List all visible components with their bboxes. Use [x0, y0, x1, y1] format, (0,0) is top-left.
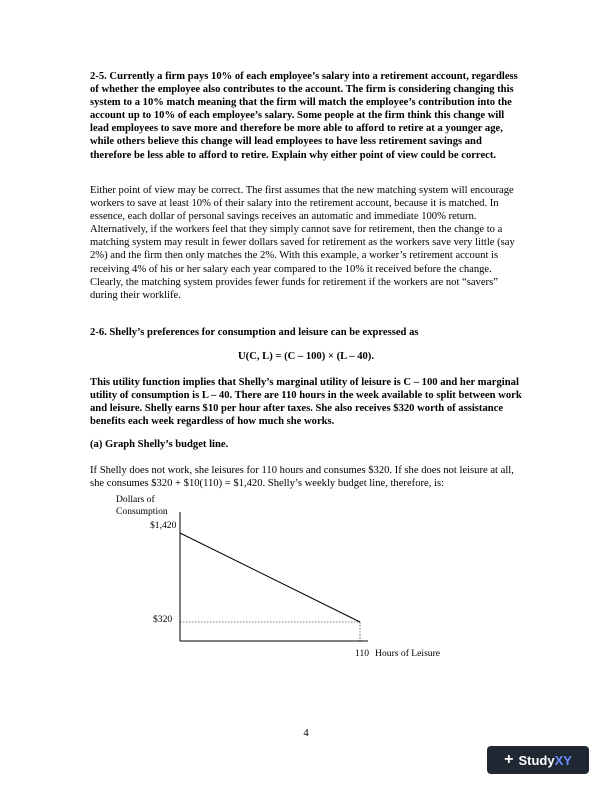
studyxy-logo	[487, 746, 589, 774]
chart-x-label-text: Hours of Leisure	[375, 648, 441, 659]
logo-accent: XY	[554, 752, 572, 768]
question-2-6-text: This utility function implies that Shelly’s marginal utility of leisure is C – 100 and her marginal utility of consumption is L – 40. There are 110 hours in the week available to split between work and leisure. Shelly earns $10 per hour after taxes. She also receives $320 worth of assistance benefits each week regardless of how much she works.	[90, 377, 522, 428]
chart-x-tick: 110	[355, 648, 370, 659]
answer-2-5: Either point of view may be correct. The first assumes that the new matching system will encourage workers to save at least 10% of their salary into the retirement account, because it is matched. In essence, each dollar of personal savings receives an automatic and immediate 100% return. Alternatively, if the workers feel that they simply cannot save for retirement, then the change to a matching system may result in fewer dollars saved for retirement as the workers save very little (say 2%) and the firm then only matches the 2%. With this example, a worker’s retirement account is receiving 4% of his or her salary each year compared to the 10% it received before the change. Clearly, the matching system provides fewer funds for retirement if the workers are not “savers” during their worklife.	[90, 185, 515, 301]
chart-y-label-line2: Consumption	[116, 506, 168, 517]
budget-line	[180, 533, 360, 622]
plus-icon: +	[504, 751, 514, 768]
page-number: 4	[303, 728, 309, 739]
utility-formula: U(C, L) = (C – 100) × (L – 40).	[238, 351, 374, 362]
question-2-6-intro: 2-6. Shelly’s preferences for consumption and leisure can be expressed as	[90, 327, 419, 338]
chart-y-tick-bottom: $320	[153, 614, 173, 625]
question-2-6-part-a: (a) Graph Shelly’s budget line.	[90, 439, 229, 450]
chart-y-label-line1: Dollars of	[116, 494, 155, 505]
question-2-5: 2-5. Currently a firm pays 10% of each employee’s salary into a retirement account, regardless of whether the employee also contributes to the account. The firm is considering changing this system to a 10% match meaning that the firm will match the employee’s contribution into the account up to 10% of each employee’s salary. Some people at the firm think this change will lead employees to save more and therefore be more able to afford to retire at a younger age, while others believe this change will lead employees to have less retirement savings and therefore be less able to afford to retire. Explain why either point of view could be correct.	[90, 71, 518, 161]
answer-2-6-part-a: If Shelly does not work, she leisures for 110 hours and consumes $320. If she does not leisure at all, she consumes $320 + $10(110) = $1,420. Shelly’s weekly budget line, therefore, is:	[90, 465, 514, 490]
chart-y-tick-top: $1,420	[150, 520, 177, 531]
logo-text: Study	[518, 752, 555, 768]
